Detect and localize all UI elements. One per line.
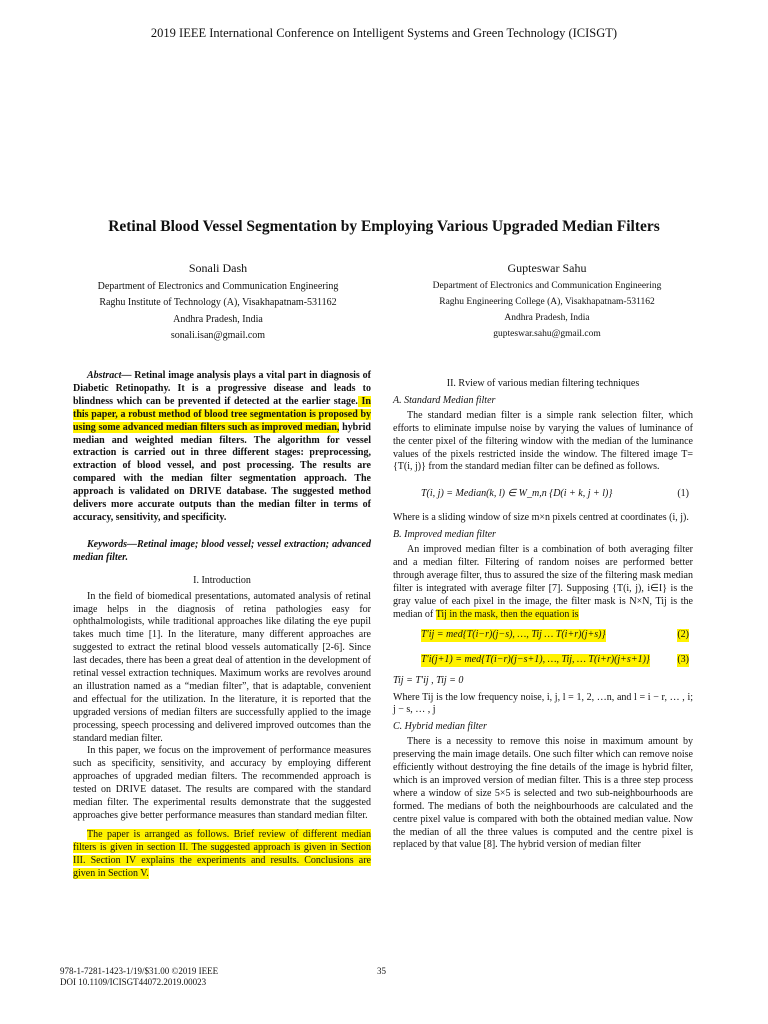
equation-4: Tij = T′ij , Tij = 0 [393,674,464,686]
subsection-improved-median: B. Improved median filter [393,529,496,541]
hybrid-median-text: There is a necessity to remove this noise in maximum amount by preserving the main image details. One such filter which can remove noise efficiently without destroying the fine details of the image is hybrid filter, which is an improved version of median filter. This is a three step process where a window of size 5×5 is selected and two sub-neighbourhoods are formed. The medians of both the neighbourhoods are calculated and the centre pixel value is compared with both the obtained median value. Now the median of all the three values is computed and the centre pixel is replaced by that value [8]. The hybrid version of median filter [393,736,693,851]
improved-median-highlight: Tij in the mask, then the equation is [435,608,579,620]
left-column [73,370,371,881]
footer-publication-info [60,966,218,988]
improved-median-text [393,544,693,621]
intro-paragraph-2: In this paper, we focus on the improvement of performance measures such as specificity, sensitivity, and accuracy by employing different approaches of upgraded median filters. The recommended approach is tested on DRIVE dataset. The results are compared with the standard median filter. The experimental results demonstrate that the suggested approaches give better performance measures than standard median filter. [73,745,371,821]
equation-3-number: (3) [677,653,689,665]
author-name: Sonali Dash [188,261,248,275]
intro-highlight: The paper is arranged as follows. Brief review of different median filters is given in section II. The suggested approach is given in Section III. Section IV explains the experiments and results. Conclusions are given in Section V. [73,828,371,879]
intro-paragraph-1: In the field of biomedical presentations, automated analysis of retinal image helps in the diagnosis of retina pathologies easy for ophthalmologists, while traditional approaches like dilating the eye pupil takes much time [1]. In the literature, many different approaches are suggested to extract the retinal blood vessels automatically [2-6]. Since last decades, there has been a great deal of attention in the development of retinal vessel extraction techniques. Maximum works are revolves around an illustration named as a “median filter”, that is adaptable, convenient and effectual for the utilization. In the literature, it is reported that the upgraded versions of median filters are successfully applied to the image processing, speech processing and delivered improved outcomes than the standard median filter. [73,590,371,744]
equation-3 [393,650,693,672]
section-heading-review: II. Rview of various median filtering techniques [446,378,640,389]
footer-doi: DOI 10.1109/ICISGT44072.2019.00023 [60,977,207,987]
where-text-1: Where is a sliding window of size m×n pixels centred at coordinates (i, j). [393,512,689,524]
abstract-label: Abstract— [87,370,132,381]
subsection-hybrid-median: C. Hybrid median filter [393,721,487,733]
equation-1 [393,484,693,506]
author-dept: Department of Electronics and Communication Engineering [432,281,662,291]
section-heading-intro: I. Introduction [193,574,251,586]
equation-2-number: (2) [677,628,689,640]
right-column [393,378,693,852]
author-state: Andhra Pradesh, India [173,313,263,325]
abstract-text-2: hybrid median and weighted median filters. The algorithm for vessel extraction is carried out in three different stages: preprocessing, extraction of blood vessel, and post processing. The results are compared with the median filter segmentation approach. The approach is validated on DRIVE database. The suggested method delivers more accurate outputs than the median filter in terms of accuracy, sensitivity, and specificity. [73,421,371,523]
author-institution: Raghu Institute of Technology (A), Visakhapatnam-531162 [99,297,337,308]
author-dept: Department of Electronics and Communication Engineering [97,280,339,292]
abstract [73,370,371,525]
equation-3-body: T′i(j+1) = med{T(i−r)(j−s+1), …, Tij, … T(i+r)(j+s+1)} [421,653,650,665]
paper-title: Retinal Blood Vessel Segmentation by Employing Various Upgraded Median Filters [108,218,660,235]
abstract-text: Retinal image analysis plays a vital part in diagnosis of Diabetic Retinopathy. It is a progressive disease and leads to blindness which can be prevented if detected at the earlier stage. [73,370,371,407]
author-email: gupteswar.sahu@gmail.com [493,329,601,339]
abstract-highlight: In this paper, a robust method of blood tree segmentation is proposed by using some advanced median filters such as improved median, [73,395,371,433]
subsection-standard-median: A. Standard Median filter [393,394,496,406]
equation-1-body: T(i, j) = Median(k, l) ∈ W_m,n {D(i + k, j + l)} [421,488,613,500]
equation-1-number: (1) [677,488,689,500]
footer-isbn: 978-1-7281-1423-1/19/$31.00 ©2019 IEEE [60,966,219,976]
equation-2 [393,625,693,647]
page-number: 35 [377,966,386,976]
conference-header: 2019 IEEE International Conference on Intelligent Systems and Green Technology (ICISGT) [150,26,618,40]
equation-2-body: T′ij = med{T(i−r)(j−s), …, Tij … T(i+r)(j+s)} [421,628,606,640]
author-name: Gupteswar Sahu [507,261,587,275]
author-block-1 [68,260,368,345]
improved-median-body: An improved median filter is a combination of both averaging filter and a median filter. Filtering of random noises are performed better through average filter, thus to assured the size of the filtering mask median filter is integrated with average filter [7]. Supposing {T(i, j), i∈I} is the gray value of each pixel in the image, the filter mask is N×N, Tij is the median of [393,544,693,620]
author-institution: Raghu Engineering College (A), Visakhapatnam-531162 [439,297,655,307]
author-block-2 [397,260,697,342]
where-text-2: Where Tij is the low frequency noise, i, j, l = 1, 2, …n, and l = i − r, … , i; j − s, … , j [393,691,693,716]
author-email: sonali.isan@gmail.com [170,330,266,341]
standard-median-text: The standard median filter is a simple rank selection filter, which efforts to eliminate impulse noise by varying the values of luminance of the center pixel of the filtering window with the median of the luminance values of the pixels restricted inside the window. The filtered image T={T(i, j)} from the standard median filter can be defined as follows. [393,409,693,473]
keywords [73,539,371,565]
author-state: Andhra Pradesh, India [504,313,590,323]
keywords-label: Keywords— [87,538,137,550]
intro-paragraph-3 [73,829,371,881]
keywords-text: Retinal image; blood vessel; vessel extraction; advanced median filter. [73,538,371,563]
